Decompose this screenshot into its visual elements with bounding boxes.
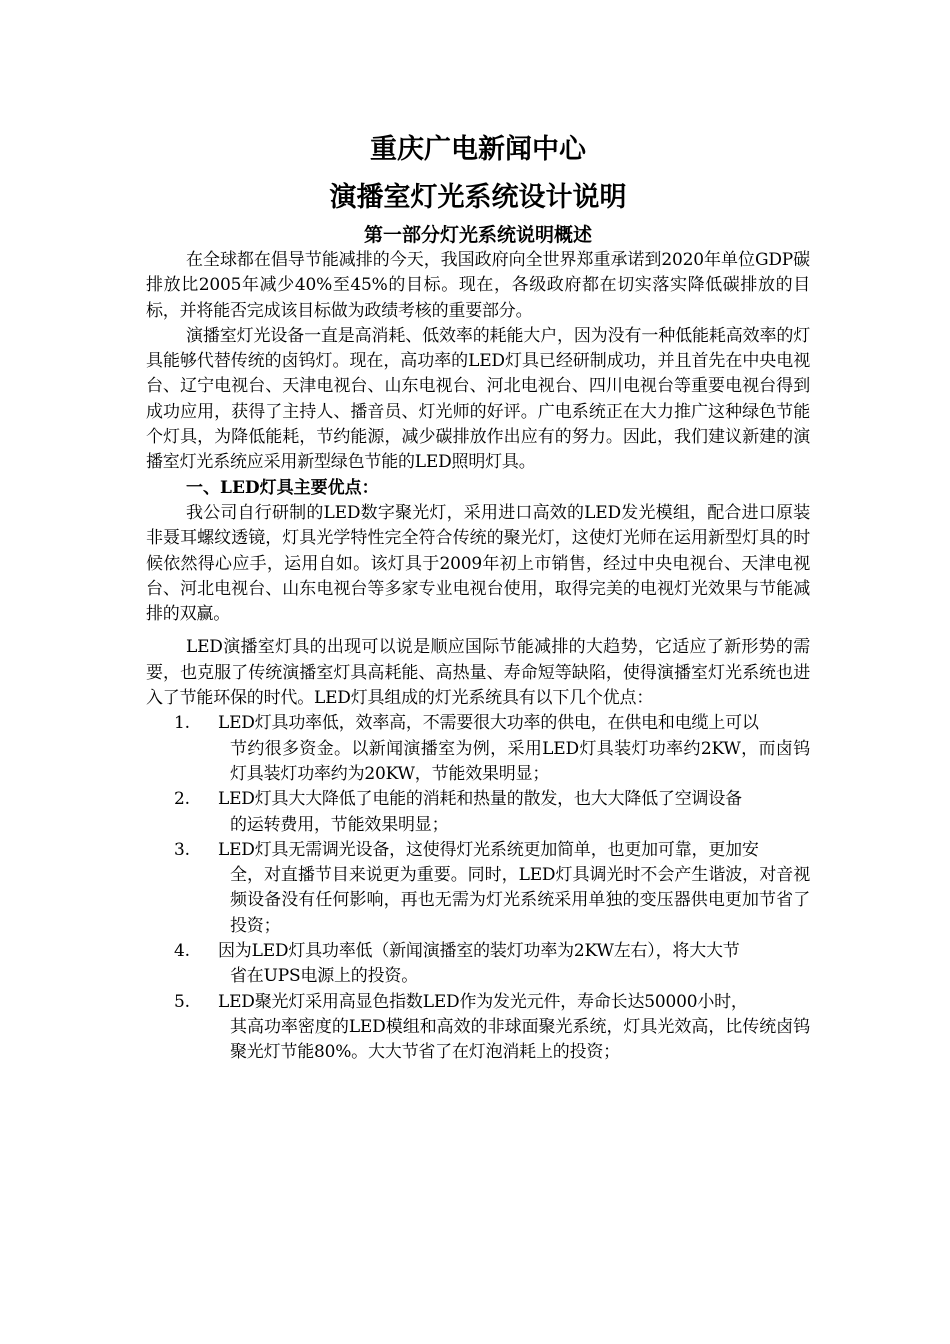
- list-item-continuation: 的运转费用，节能效果明显；: [230, 814, 449, 835]
- list-item-first-line: LED灯具大大降低了电能的消耗和热量的散发，也大大降低了空调设备: [218, 789, 742, 810]
- intro-paragraph-2: 演播室灯光设备一直是高消耗、低效率的耗能大户，因为没有一种低能耗高效率的灯具能够代替传统的卤钨灯。现在，高功率的LED灯具已经研制成功，并且首先在中央电视台、辽宁电视台、天津电视台、山东电视台、河北电视台、四川电视台等重要电视台得到成功应用，获得了主持人、播音员、灯光师的好评。广电系统正在大力推广这种绿色节能个灯具，为降低能耗，节约能源，减少碳排放作出应有的努力。因此，我们建议新建的演播室灯光系统应采用新型绿色节能的LED照明灯具。: [146, 325, 810, 473]
- section-title: 第一部分灯光系统说明概述: [363, 224, 592, 246]
- advantages-list: [146, 711, 810, 1065]
- list-item-number: 5.: [174, 991, 190, 1012]
- list-item-number: 4.: [174, 941, 190, 962]
- list-item-first-line: LED聚光灯采用高显色指数LED作为发光元件，寿命长达50000小时，: [218, 991, 748, 1012]
- main-paragraph-1: 我公司自行研制的LED数字聚光灯，采用进口高效的LED发光模组，配合进口原装非聂耳螺纹透镜，灯具光学特性完全符合传统的聚光灯，这使灯光师在运用新型灯具的时候依然得心应手，运用自如。该灯具于2009年初上市销售，经过中央电视台、天津电视台、河北电视台、山东电视台等多家专业电视台使用，取得完美的电视灯光效果与节能减排的双赢。: [146, 502, 810, 625]
- list-item: [146, 711, 810, 787]
- list-item-continuation: 省在UPS电源上的投资。: [230, 966, 419, 987]
- list-item-first-line: LED灯具功率低，效率高，不需要很大功率的供电，在供电和电缆上可以: [218, 713, 759, 734]
- list-item: [146, 838, 810, 939]
- list-item-continuation: 其高功率密度的LED模组和高效的非球面聚光系统，灯具光效高，比传统卤钨聚光灯节能80%。大大节省了在灯泡消耗上的投资；: [230, 1016, 810, 1063]
- list-item-first-line: LED灯具无需调光设备，这使得灯光系统更加简单，也更加可靠，更加安: [218, 839, 759, 860]
- list-item-number: 3.: [174, 839, 190, 860]
- main-paragraph-2: LED演播室灯具的出现可以说是顺应国际节能减排的大趋势，它适应了新形势的需要，也克服了传统演播室灯具高耗能、高热量、寿命短等缺陷，使得演播室灯光系统也进入了节能环保的时代。LED灯具组成的灯光系统具有以下几个优点：: [146, 637, 810, 709]
- document-title-line1: 重庆广电新闻中心: [370, 134, 586, 165]
- list-item-continuation: 全，对直播节目来说更为重要。同时，LED灯具调光时不会产生谐波，对音视频设备没有任何影响，再也无需为灯光系统采用单独的变压器供电更加节省了投资；: [230, 865, 810, 936]
- document-title-line2: 演播室灯光系统设计说明: [329, 182, 627, 213]
- subheading-led-advantages: 一、LED灯具主要优点：: [186, 477, 379, 498]
- list-item-continuation: 节约很多资金。以新闻演播室为例，采用LED灯具装灯功率约2KW，而卤钨灯具装灯功率约为20KW，节能效果明显；: [230, 738, 810, 784]
- list-item-number: 1.: [174, 713, 190, 734]
- list-item: [146, 939, 810, 990]
- list-item: [146, 787, 810, 838]
- list-item-first-line: 因为LED灯具功率低（新闻演播室的装灯功率为2KW左右），将大大节: [218, 941, 740, 962]
- intro-paragraph-1: 在全球都在倡导节能减排的今天，我国政府向全世界郑重承诺到2020年单位GDP碳排放比2005年减少40%至45%的目标。现在，各级政府都在切实落实降低碳排放的目标，并将能否完成该目标做为政绩考核的重要部分。: [146, 250, 810, 321]
- list-item: [146, 990, 810, 1066]
- list-item-number: 2.: [174, 789, 190, 810]
- document-page: [146, 128, 810, 1066]
